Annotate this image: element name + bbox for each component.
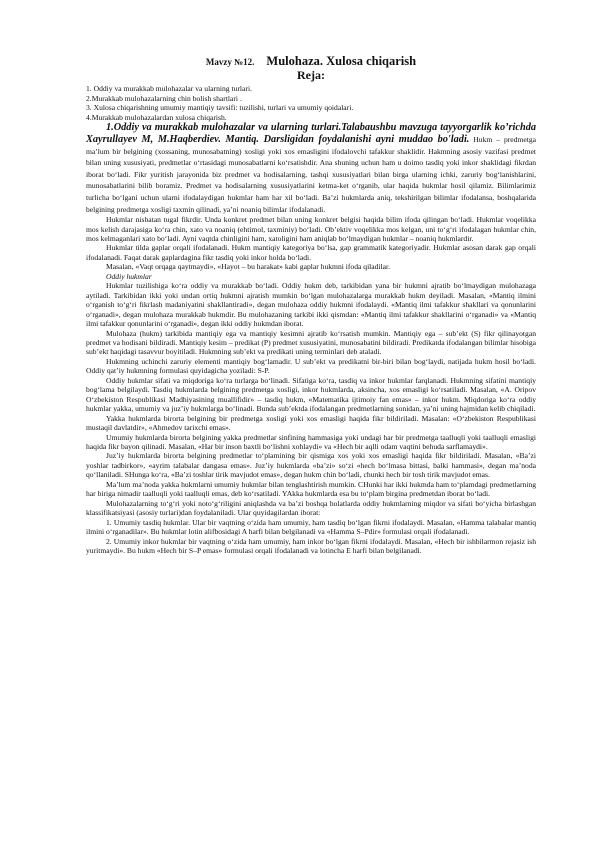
plan-item: 3. Xulosa chiqarishning umumiy mantiqiy tavsifi: tuzilishi, turlari va umumiy qoidalari.: [86, 103, 354, 113]
paragraph: Hukmning uchinchi zaruriy elementi mantiqiy bog‘lamadir. U sub’ekt va predikatni bir-biri bilan bog‘laydi, natijada hukm hosil bo‘ladi. Oddiy qat’iy hukmning formulasi quyidagicha yoziladi: S-P.: [86, 356, 536, 376]
subheading: Oddiy hukmlar: [106, 271, 152, 281]
plan-title: Reja:: [297, 68, 325, 82]
paragraph: Hukmlar nisbatan tugal fikrdir. Unda konkret predmet bilan uning konkret belgisi haqida bilim ifoda qilingan bo‘ladi. Hukmlar voqelikka mos kelish darajasiga ko‘ra chin, xato va noaniq (ehtimol, taxminiy) bo‘ladi. Ob’ektiv voqelikka mos kelgan, uni to‘g‘ri ifodalagan hukmlar chin, mos kelmaganlari xato bo‘ladi. Ayni vaqtda chinligini ham, xatoligini ham aniqlab bo‘lmaydigan hukmlar – noaniq hukmlardir.: [86, 215, 536, 244]
paragraph: Hukmlar tilda gaplar orqali ifodalanadi. Hukm mantiqiy kategoriya bo‘lsa, gap grammatik kategoriyadir. Hukmlar asosan darak gap orqali ifodalanadi. Faqat darak gaplardagina fikr tasdiq yoki inkor holda bo‘ladi.: [86, 243, 536, 262]
plan-item: 4.Murakkab mulohazalardan xulosa chiqarish.: [86, 112, 227, 122]
paragraph: Oddiy hukmlar sifati va miqdoriga ko‘ra turlarga bo‘linadi. Sifatiga ko‘ra, tasdiq va inkor hukmlar farqlanadi. Hukmning sifatini mantiqiy bog‘lama belgilaydi. Tasdiq hukmlarda belgining predmetga xosligi, inkor hukmlarda, aksincha, xos emasligi ko‘rsatiladi. Masalan, «A. Oripov O‘zbekiston Respublikasi Madhiyasining muallifidir» – tasdiq hukm, «Matematika ijtimoiy fan emas» – inkor hukm. Miqdoriga ko‘ra oddiy hukmlar yakka, umumiy va juz’iy hukmlarga bo‘linadi. Bunda sub’ektda ifodalangan predmetlarning sonidan, ya’ni uning hajmidan kelib chiqiladi.: [86, 375, 536, 414]
paragraph: Ma’lum ma’noda yakka hukmlarni umumiy hukmlar bilan tenglashtirish mumkin. CHunki har ikki hukmda ham to‘plamdagi predmetlarning har biriga nimadir taalluqli yoki taalluqli emas, deb ko‘rsatiladi. YAkka hukmlarda esa bu to‘plam birgina predmetdan iborat bo‘ladi.: [86, 479, 536, 499]
paragraph: Juz’iy hukmlarda birorta belgining predmetlar to‘plamining bir qismiga xos yoki xos emasligi haqida fikr bildiriladi. Masalan, «Ba’zi yoshlar tadbirkor», «ayrim talabalar dangasa emas». Juz’iy hukmlarda «ba’zi» so‘zi «hech bo‘lmasa bittasi, balki hammasi», degan ma’noda qo‘llaniladi. SHunga ko‘ra, «Ba’zi toshlar tirik mavjudot emas», degan hukm chin bo‘ladi, chunki hech bir tosh tirik mavjudot emas.: [86, 451, 536, 480]
paragraph: Umumiy hukmlarda birorta belgining yakka predmetlar sinfining hammasiga yoki undagi har bir predmetga taalluqli yoki taalluqli emasligi haqida fikr bayon qilinadi. Masalan, «Har bir inson baxtli bo‘lishni xohlaydi» va «Hech bir aqlli odam vaqtini behuda sarflamaydi».: [86, 432, 536, 451]
paragraph: Hukmlar tuzilishiga ko‘ra oddiy va murakkab bo‘ladi. Oddiy hukm deb, tarkibidan yana bir hukmni ajratib bo‘lmaydigan mulohazaga aytiladi. Tarkibidan ikki yoki undan ortiq hukmni ajratish mumkin bo‘lgan mulohazalarga murakkab hukm deyiladi. Masalan, «Mantiq ilmini o‘rganish to‘g‘ri fikrlash madaniyatini shakllantiradi», degan mulohaza oddiy hukmni ifodalaydi. «Mantiq ilmi tafakkur shakllari va qonunlarini o‘rganadi», degan mulohaza murakkab hukmdir. Bu mulohazaning tarkibi ikki qismdan: «Mantiq ilmi tafakkur shakllarini o‘rganadi» va «Mantiq ilmi tafakkur qonunlarini o‘rganadi», degan ikki oddiy hukmdan iborat.: [86, 281, 536, 329]
paragraph: 2. Umumiy inkor hukmlar bir vaqtning o‘zida ham umumiy, ham inkor bo‘lgan fikrni ifodalaydi. Masalan, «Hech bir ishbilarmon rejasiz ish yuritmaydi». Bu hukm «Hech bir S–P emas» formulasi orqali ifodalanadi va lotincha E harfi bilan belgilanadi.: [86, 536, 536, 555]
topic-title: Mulohaza. Xulosa chiqarish: [266, 54, 417, 68]
section-heading-text: 1.Oddiy va murakkab mulohazalar va ularning turlari.Talabaushbu mavzuga tayyorgarlik ko’richda Xayrullayev M, M.Haqberdiev. Mantiq. Darsligidan foydalanishi ayni muddao bo'ladi.: [86, 122, 536, 145]
plan-list: [86, 84, 536, 122]
topic-number: Mavzy №12.: [205, 57, 255, 67]
paragraph: Mulohazalarning to‘g‘ri yoki noto‘g‘riligini aniqlashda va ba’zi boshqa holatlarda oddiy hukmlarning miqdor va sifati bo‘yicha birlashgan klassifikatsiyasi (asosiy turlari)dan foydalaniladi. Ular quyidagilardan iborat:: [86, 498, 536, 518]
plan-item: 2.Murakkab mulohazalarning chin bolish shartlari .: [86, 93, 242, 103]
paragraph: 1. Umumiy tasdiq hukmlar. Ular bir vaqtning o‘zida ham umumiy, ham tasdiq bo‘lgan fikrni ifodalaydi. Masalan, «Hamma talabalar mantiq ilmini o‘rganadilar». Bu hukmlar lotin alifbosidagi A harfi bilan belgilanadi va «Hamma S–Pdir» formulasi orqali ifodalanadi.: [86, 517, 536, 537]
document-title: [86, 54, 536, 69]
paragraph: Yakka hukmlarda birorta belgining bir predmetga xosligi yoki xos emasligi haqida fikr bildiriladi. Masalan: «O‘zbekiston Respublikasi mustaqil davlatdir», «Ahmedov tarixchi emas».: [86, 413, 536, 433]
section-heading: [86, 122, 536, 215]
paragraph: Masalan, «Vaqt orqaga qaytmaydi», «Hayot – bu harakat» kabi gaplar hukmni ifoda qiladilar.: [106, 262, 391, 272]
section-intro-text: Hukm – predmetga ma’lum bir belgining (xossaning, munosabatning) xosligi yoki xos emasligini ifodalovchi tafakkur shaklidir. Hakmning asosiy vazifasi predmet bilan uning xususiyati, predmetlar o‘rtasidagi munosabatlarni ko‘rsatishdir. Ana shuning uchun ham u doimo tasdiq yoki inkor shaklidagi fikrdan iborat bo‘ladi. Fikr yuritish jarayonida biz predmet va hodisalarning, tashqi xususiyatlari bilan birga ularning ichki, zaruriy bog‘lanishlarini, munosabatlarini bilib boramiz. Predmet va hodisalarning xususiyatlarini ketma-ket o‘rganib, ular haqida hukmlar hosil qilamiz. Bilimlarimiz turlicha bo‘lgani uchun ularni ifodalaydigan hukmlar ham har xil bo‘ladi. Ba’zi hukmlarda aniq, tekshirilgan bilimlar ifodalansa, boshqalarida belgining predmetga xosligi taxmin qilinadi, ya’ni noaniq bilimlar ifodalanadi.: [86, 134, 536, 214]
plan-item: 1. Oddiy va murakkab mulohazalar va ularning turlari.: [86, 84, 252, 93]
paragraph: Mulohaza (hukm) tarkibida mantiqiy ega va mantiqiy kesimni ajratib ko‘rsatish mumkin. Mantiqiy ega – sub’ekt (S) fikr qilinayotgan predmet va hodisani bildiradi. Mantiqiy kesim – predikat (P) predmet xususiyatini, munosabatini bildiradi. Predikatda ifodalangan bilimlar hisobiga sub’ekt haqidagi tasavvur boyitiladi. Hukmning sub’ekt va predikati uning terminlari deb ataladi.: [86, 328, 536, 357]
